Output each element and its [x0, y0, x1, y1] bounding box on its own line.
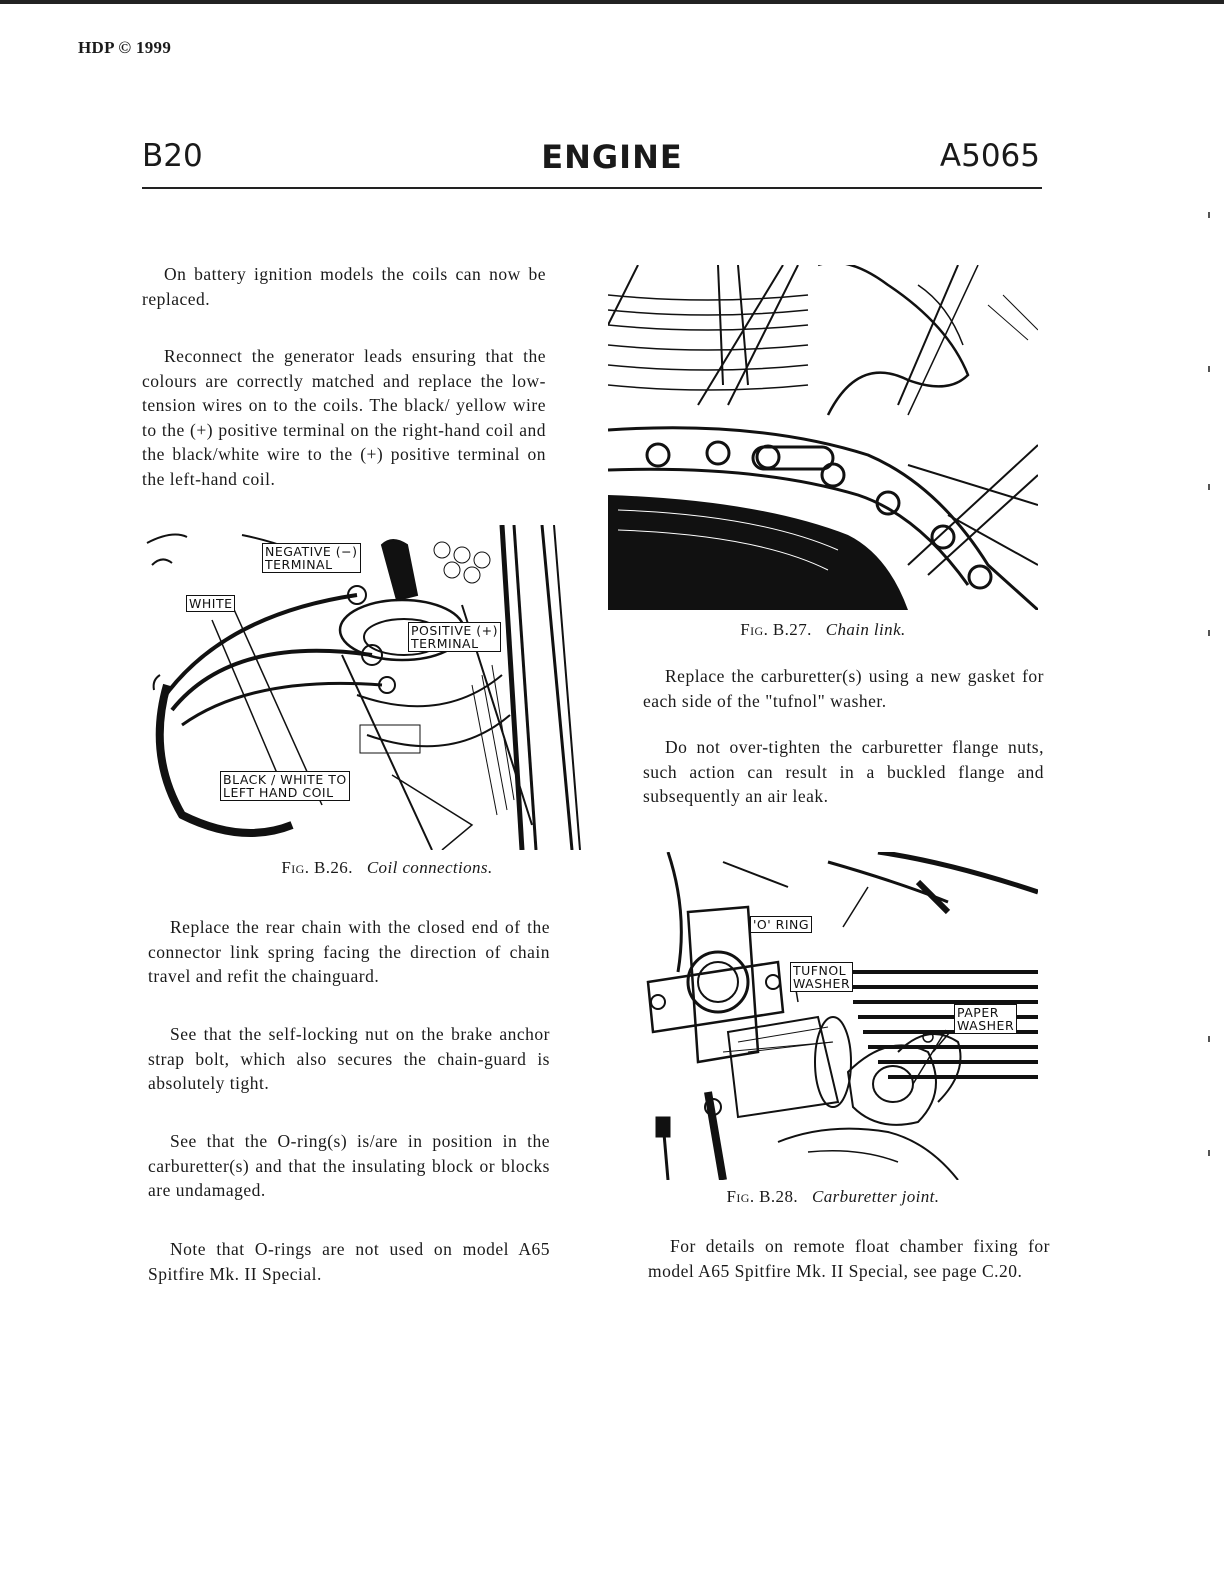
label-tufnol-line2: WASHER [793, 976, 851, 991]
caption-fig-b27 [608, 620, 1038, 640]
coil-illustration [142, 525, 582, 850]
label-negative-line1: NEGATIVE (−) [265, 544, 358, 559]
top-edge-line [0, 0, 1224, 4]
margin-mark [1208, 484, 1210, 490]
label-positive-terminal [408, 622, 501, 652]
caption-fig-b26-number: Fig. B.26. [281, 858, 353, 877]
paragraph-rear-chain: Replace the rear chain with the closed end of the connector link spring facing the direction of chain travel and refit the chainguard. [148, 917, 550, 986]
figure-chain-link [608, 265, 1038, 610]
label-o-ring: 'O' RING [750, 916, 812, 933]
paragraph-a65-note: Note that O-rings are not used on model A65 Spitfire Mk. II Special. [148, 1239, 550, 1284]
paragraph-self-locking-nut: See that the self-locking nut on the brake anchor strap bolt, which also secures the chain-guard is absolutely tight. [148, 1024, 550, 1093]
label-black-white-line1: BLACK / WHITE TO [223, 772, 347, 787]
label-positive-line1: POSITIVE (+) [411, 623, 498, 638]
paragraph-generator-leads: Reconnect the generator leads ensuring that the colours are correctly matched and replace the low-tension wires on to the coils. The black/ yellow wire to the (+) positive terminal on the right-hand coil and the black/white wire to the (+) positive terminal on the left-hand coil. [142, 346, 546, 489]
label-positive-line2: TERMINAL [411, 636, 479, 651]
copyright-text: HDP © 1999 [78, 38, 172, 57]
margin-mark [1208, 630, 1210, 636]
caption-fig-b26 [142, 858, 632, 878]
paragraph-remote-float-chamber: For details on remote float chamber fixing for model A65 Spitfire Mk. II Special, see page C.20. [648, 1236, 1050, 1281]
caption-fig-b27-number: Fig. B.27. [740, 620, 812, 639]
caption-fig-b28-number: Fig. B.28. [726, 1187, 799, 1206]
chain-illustration [608, 265, 1038, 610]
figure-carburetter-joint [628, 852, 1038, 1180]
label-paper-line2: WASHER [957, 1018, 1015, 1033]
caption-fig-b28-title: Carburetter joint. [811, 1187, 940, 1206]
label-paper-line1: PAPER [957, 1005, 999, 1020]
paragraph-coils-replaced: On battery ignition models the coils can now be replaced. [142, 264, 546, 309]
page-title: ENGINE [541, 138, 683, 176]
label-tufnol-washer [790, 962, 853, 992]
caption-fig-b27-title: Chain link. [825, 620, 906, 639]
label-white: WHITE [186, 595, 235, 612]
figure-coil-connections [142, 525, 582, 850]
caption-fig-b28 [628, 1187, 1038, 1207]
margin-mark [1208, 1036, 1210, 1042]
label-black-white [220, 771, 350, 801]
label-paper-washer [954, 1004, 1017, 1034]
label-black-white-line2: LEFT HAND COIL [223, 785, 334, 800]
label-negative-line2: TERMINAL [265, 557, 333, 572]
paragraph-flange-nuts: Do not over-tighten the carburetter flange nuts, such action can result in a buckled flange and subsequently an air leak. [643, 737, 1044, 806]
model-code: A5065 [939, 138, 1040, 174]
section-number: B20 [142, 138, 203, 174]
paragraph-replace-carburetter: Replace the carburetter(s) using a new gasket for each side of the "tufnol" washer. [643, 666, 1044, 711]
paragraph-o-rings: See that the O-ring(s) is/are in position in the carburetter(s) and that the insulating block or blocks are undamaged. [148, 1131, 550, 1200]
margin-mark [1208, 212, 1210, 218]
header-rule [142, 187, 1042, 189]
margin-mark [1208, 366, 1210, 372]
margin-mark [1208, 1150, 1210, 1156]
label-tufnol-line1: TUFNOL [793, 963, 847, 978]
caption-fig-b26-title: Coil connections. [366, 858, 493, 877]
label-negative-terminal [262, 543, 361, 573]
